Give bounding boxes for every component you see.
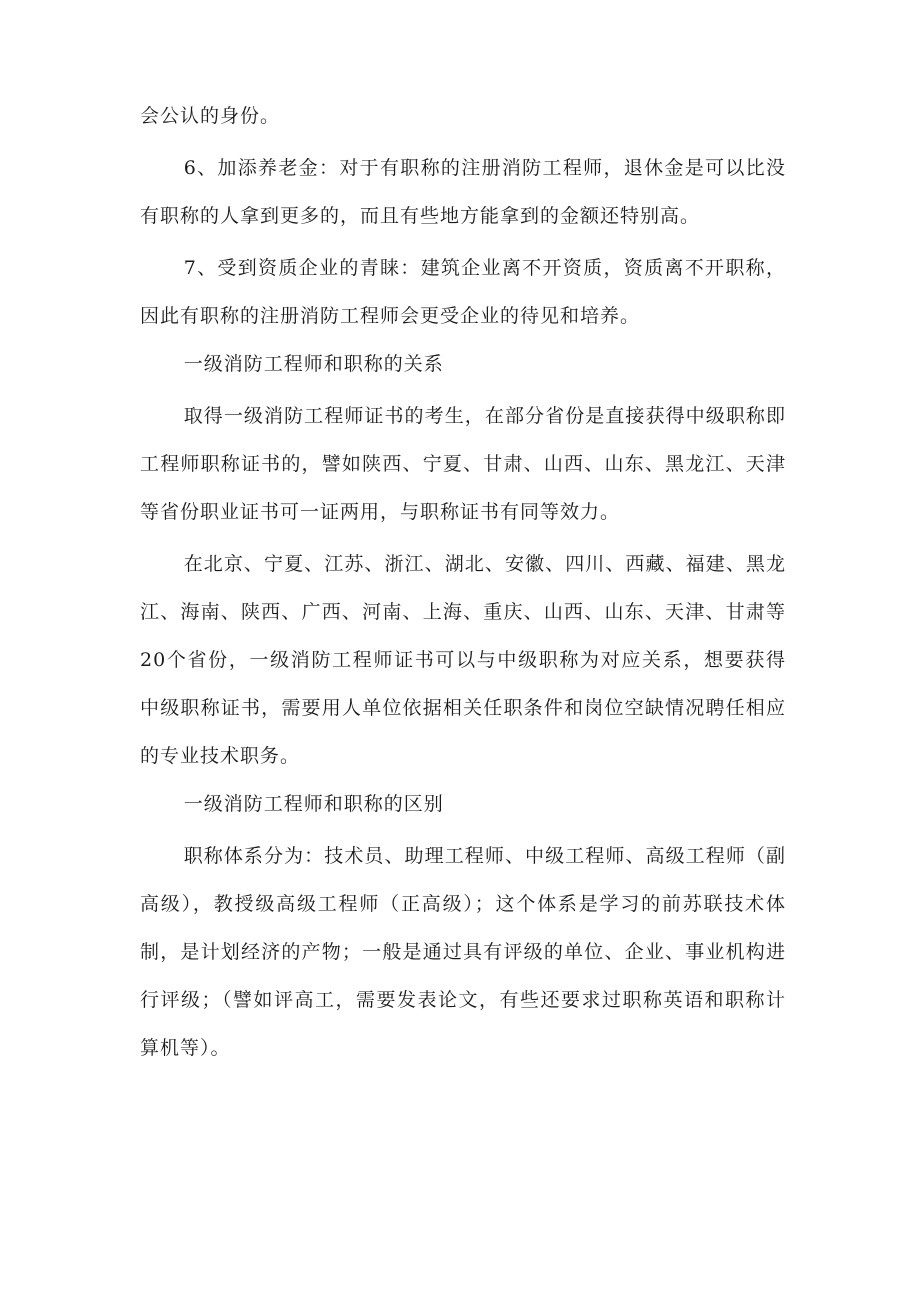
section-heading-difference: 一级消防工程师和职称的区别	[183, 793, 444, 815]
section-heading-relationship: 一级消防工程师和职称的关系	[183, 353, 444, 375]
paragraph-enterprise: 7、受到资质企业的青睐：建筑企业离不开资质，资质离不开职称，因此有职称的注册消防工程师会更受企业的待见和培养。	[140, 257, 786, 327]
paragraph-direct-title: 取得一级消防工程师证书的考生，在部分省份是直接获得中级职称即工程师职称证书的，譬如陕西、宁夏、甘肃、山西、山东、黑龙江、天津等省份职业证书可一证两用，与职称证书有同等效力。	[140, 405, 786, 523]
document-page	[140, 92, 786, 1072]
paragraph-pension: 6、加添养老金：对于有职称的注册消防工程师，退休金是可以比没有职称的人拿到更多的，而且有些地方能拿到的金额还特别高。	[140, 157, 786, 227]
paragraph-provinces: 在北京、宁夏、江苏、浙江、湖北、安徽、四川、西藏、福建、黑龙江、海南、陕西、广西、河南、上海、重庆、山西、山东、天津、甘肃等20个省份，一级消防工程师证书可以与中级职称为对应关系，想要获得中级职称证书，需要用人单位依据相关任职条件和岗位空缺情况聘任相应的专业技术职务。	[140, 553, 786, 767]
paragraph-continuation: 会公认的身份。	[140, 105, 281, 127]
paragraph-title-system: 职称体系分为：技术员、助理工程师、中级工程师、高级工程师（副高级），教授级高级工程师（正高级）；这个体系是学习的前苏联技术体制，是计划经济的产物；一般是通过具有评级的单位、企业、事业机构进行评级；（譬如评高工，需要发表论文，有些还要求过职称英语和职称计算机等）。	[140, 845, 786, 1059]
